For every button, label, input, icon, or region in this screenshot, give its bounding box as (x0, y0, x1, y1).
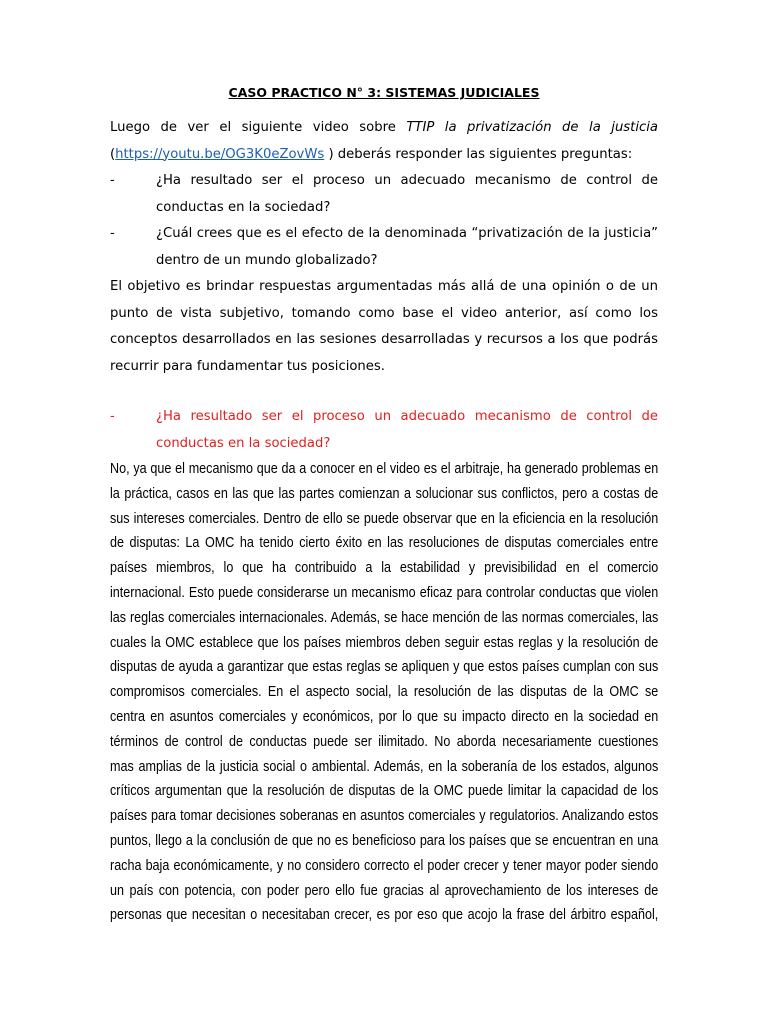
answer-line: disputas de ayuda a garantizar que estas reglas se apliquen y que estos países cumplan con sus (110, 659, 659, 676)
answer-line: críticos argumentan que la resolución de disputas de la OMC puede limitar la capacidad de los (110, 783, 659, 800)
intro-paragraph (110, 115, 658, 168)
answer-line: internacional. Esto puede considerarse un mecanismo eficaz para controlar conductas que violen (110, 584, 659, 601)
answer-line: países miembros, lo que ha contribuido a la estabilidad y previsibilidad en el comercio (110, 560, 659, 577)
video-title: TTIP la privatización de la justicia (406, 120, 659, 135)
answer-line: un país con potencia, con poder pero ello fue gracias al aprovechamiento de los intereses de (110, 882, 659, 899)
answer-line: puntos, llego a la conclusión de que no es beneficioso para los países que se encuentran en una (110, 832, 659, 849)
answer-line: términos de control de conductas puede ser ilimitado. No aborda necesariamente cuestiones (110, 733, 659, 750)
answer-line: países para tomar decisiones soberanas en asuntos comerciales y regulatorios. Analizando estos (110, 808, 659, 825)
answered-question-text: ¿Ha resultado ser el proceso un adecuado mecanismo de control de conductas en la sociedad? (156, 409, 658, 451)
question-item-2 (110, 221, 658, 274)
intro-prefix: Luego de ver el siguiente video sobre (110, 120, 407, 135)
answer-line: No, ya que el mecanismo que da a conocer en el video es el arbitraje, ha generado problemas en (110, 461, 659, 477)
objective-paragraph: El objetivo es brindar respuestas argumentadas más allá de una opinión o de un punto de vista subjetivo, tomando como base el video anterior, así como los conceptos desarrollados en las sesiones desarrolladas y recursos a los que podrás recurrir para fundamentar tus posiciones. (110, 279, 658, 374)
bullet-dash: - (110, 173, 115, 188)
answer-line: las reglas comerciales internacionales. Además, se hace mención de las normas comerciales, las (110, 609, 659, 626)
document-title: CASO PRACTICO N° 3: SISTEMAS JUDICIALES (228, 85, 540, 100)
answer-line: la práctica, casos en las que las partes comienzan a solucionar sus conflictos, pero a costas de (110, 485, 659, 502)
answer-line: cuales la OMC establece que los países miembros deben seguir estas reglas y la resolución de (110, 634, 659, 651)
intro-paren: ( (110, 146, 116, 162)
spacer (110, 380, 658, 404)
answered-question (110, 404, 658, 457)
answer-line: sus intereses comerciales. Dentro de ello se puede observar que en la eficiencia en la resolución (110, 510, 659, 527)
answer-line: personas que necesitan o necesitaban crecer, es por eso que acojo la frase del árbitro español, (110, 907, 659, 924)
video-link[interactable]: https://youtu.be/OG3K0eZovWs (115, 146, 325, 162)
answer-line: mas amplias de la justicia social o ambiental. Además, en la soberanía de los estados, algunos (110, 758, 659, 775)
answer-line: de disputas: La OMC ha tenido cierto éxito en las resoluciones de disputas comerciales entre (110, 535, 659, 552)
answer-paragraph (110, 457, 658, 928)
answer-line: racha baja económicamente, y no considero correcto el poder crecer y tener mayor poder siendo (110, 857, 659, 874)
bullet-dash: - (110, 226, 115, 241)
answer-line: compromisos comerciales. En el aspecto social, la resolución de las disputas de la OMC se (110, 684, 659, 701)
bullet-dash: - (110, 409, 115, 424)
answer-line: centra en asuntos comerciales y económicos, por lo que su impacto directo en la sociedad en (110, 708, 659, 725)
question-text: ¿Ha resultado ser el proceso un adecuado mecanismo de control de conductas en la sociedad? (156, 173, 658, 215)
document-body (110, 80, 658, 928)
question-text: ¿Cuál crees que es el efecto de la denominada “privatización de la justicia” dentro de un mundo globalizado? (156, 226, 658, 268)
question-item-1 (110, 168, 658, 221)
intro-suffix: ) deberás responder las siguientes preguntas: (324, 146, 633, 162)
